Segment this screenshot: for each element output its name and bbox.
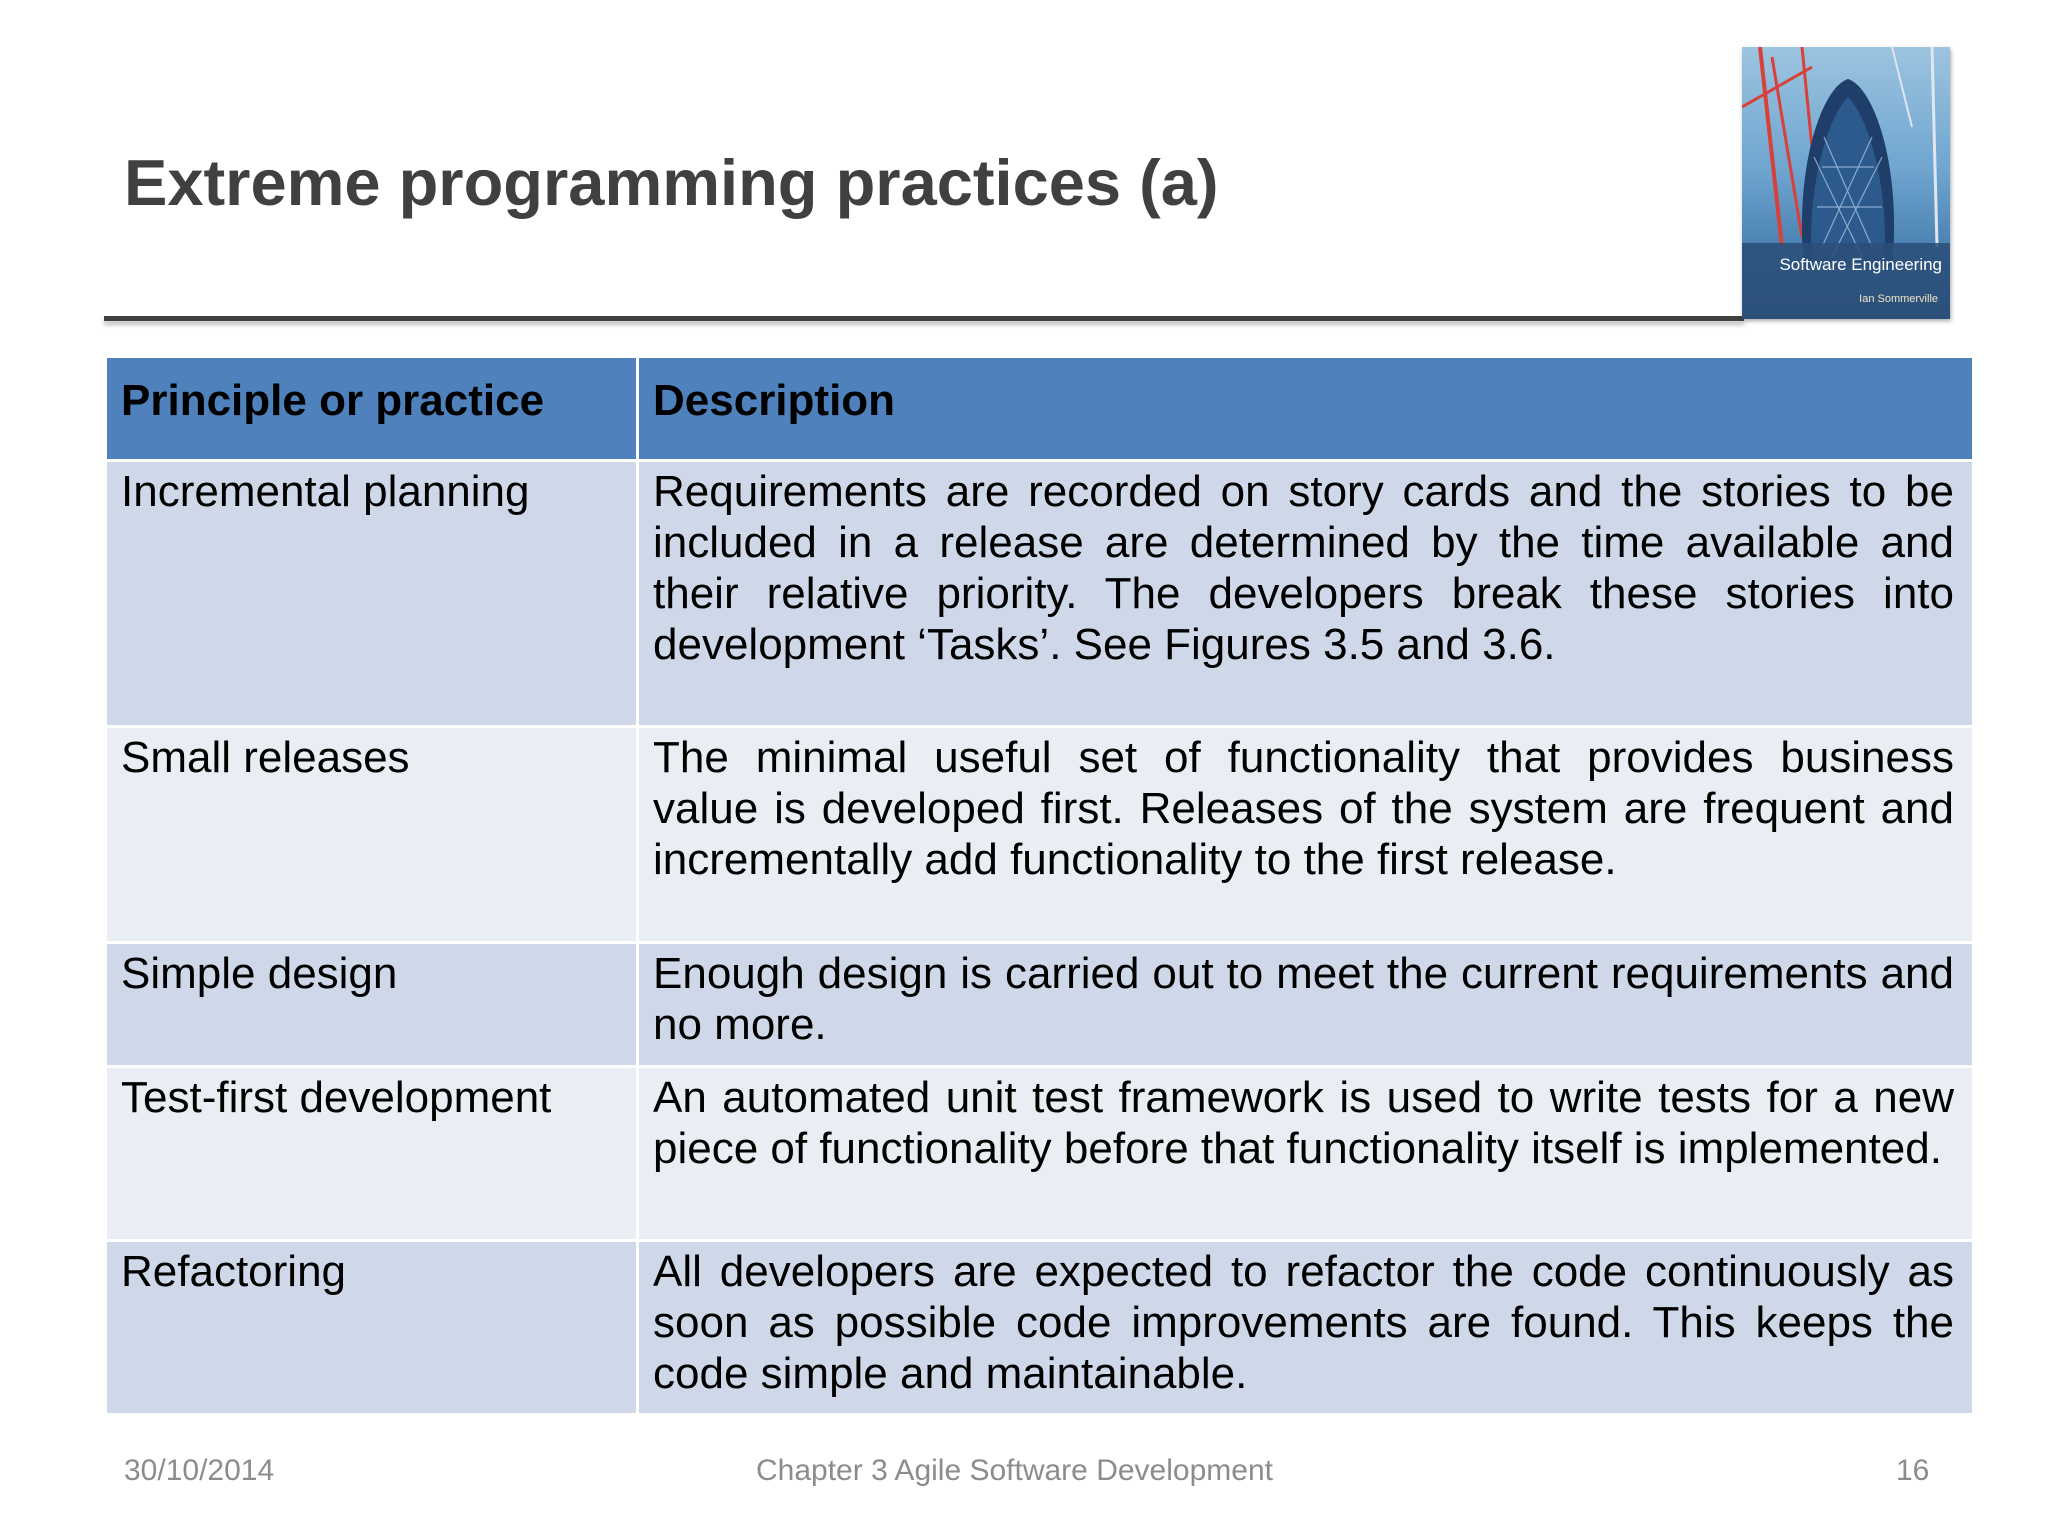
book-cover-image [1742, 47, 1950, 319]
title-divider [104, 316, 1744, 321]
footer-chapter: Chapter 3 Agile Software Development [756, 1454, 1273, 1487]
book-cover-author: Ian Sommerville [1859, 293, 1938, 305]
practice-cell: Test-first development [106, 1067, 638, 1241]
description-cell: Requirements are recorded on story cards and the stories to be included in a release are determined by the time available and their relative priority. The developers break these stories into development ‘Tasks’. See Figures 3.5 and 3.6. [638, 461, 1974, 727]
description-cell: Enough design is carried out to meet the current requirements and no more. [638, 943, 1974, 1067]
description-cell: The minimal useful set of functionality that provides business value is developed first. Releases of the system are frequent and incrementally add functionality to the first release. [638, 727, 1974, 943]
footer-page-number: 16 [1896, 1454, 1930, 1487]
column-header-practice: Principle or practice [106, 357, 638, 461]
table-row [106, 943, 1974, 1067]
table-row [106, 1241, 1974, 1415]
footer-date: 30/10/2014 [124, 1454, 275, 1487]
book-cover-title: Software Engineering [1779, 255, 1942, 274]
table-row [106, 1067, 1974, 1241]
practice-cell: Small releases [106, 727, 638, 943]
practice-cell: Refactoring [106, 1241, 638, 1415]
table-row [106, 727, 1974, 943]
table-row [106, 461, 1974, 727]
description-cell: An automated unit test framework is used to write tests for a new piece of functionality before that functionality itself is implemented. [638, 1067, 1974, 1241]
description-cell: All developers are expected to refactor the code continuously as soon as possible code improvements are found. This keeps the code simple and maintainable. [638, 1241, 1974, 1415]
slide-title: Extreme programming practices (a) [124, 146, 1219, 219]
book-cover-illustration [1742, 47, 1950, 319]
practice-cell: Simple design [106, 943, 638, 1067]
practices-table [104, 355, 1975, 1416]
column-header-description: Description [638, 357, 1974, 461]
practice-cell: Incremental planning [106, 461, 638, 727]
table-header-row [106, 357, 1974, 461]
